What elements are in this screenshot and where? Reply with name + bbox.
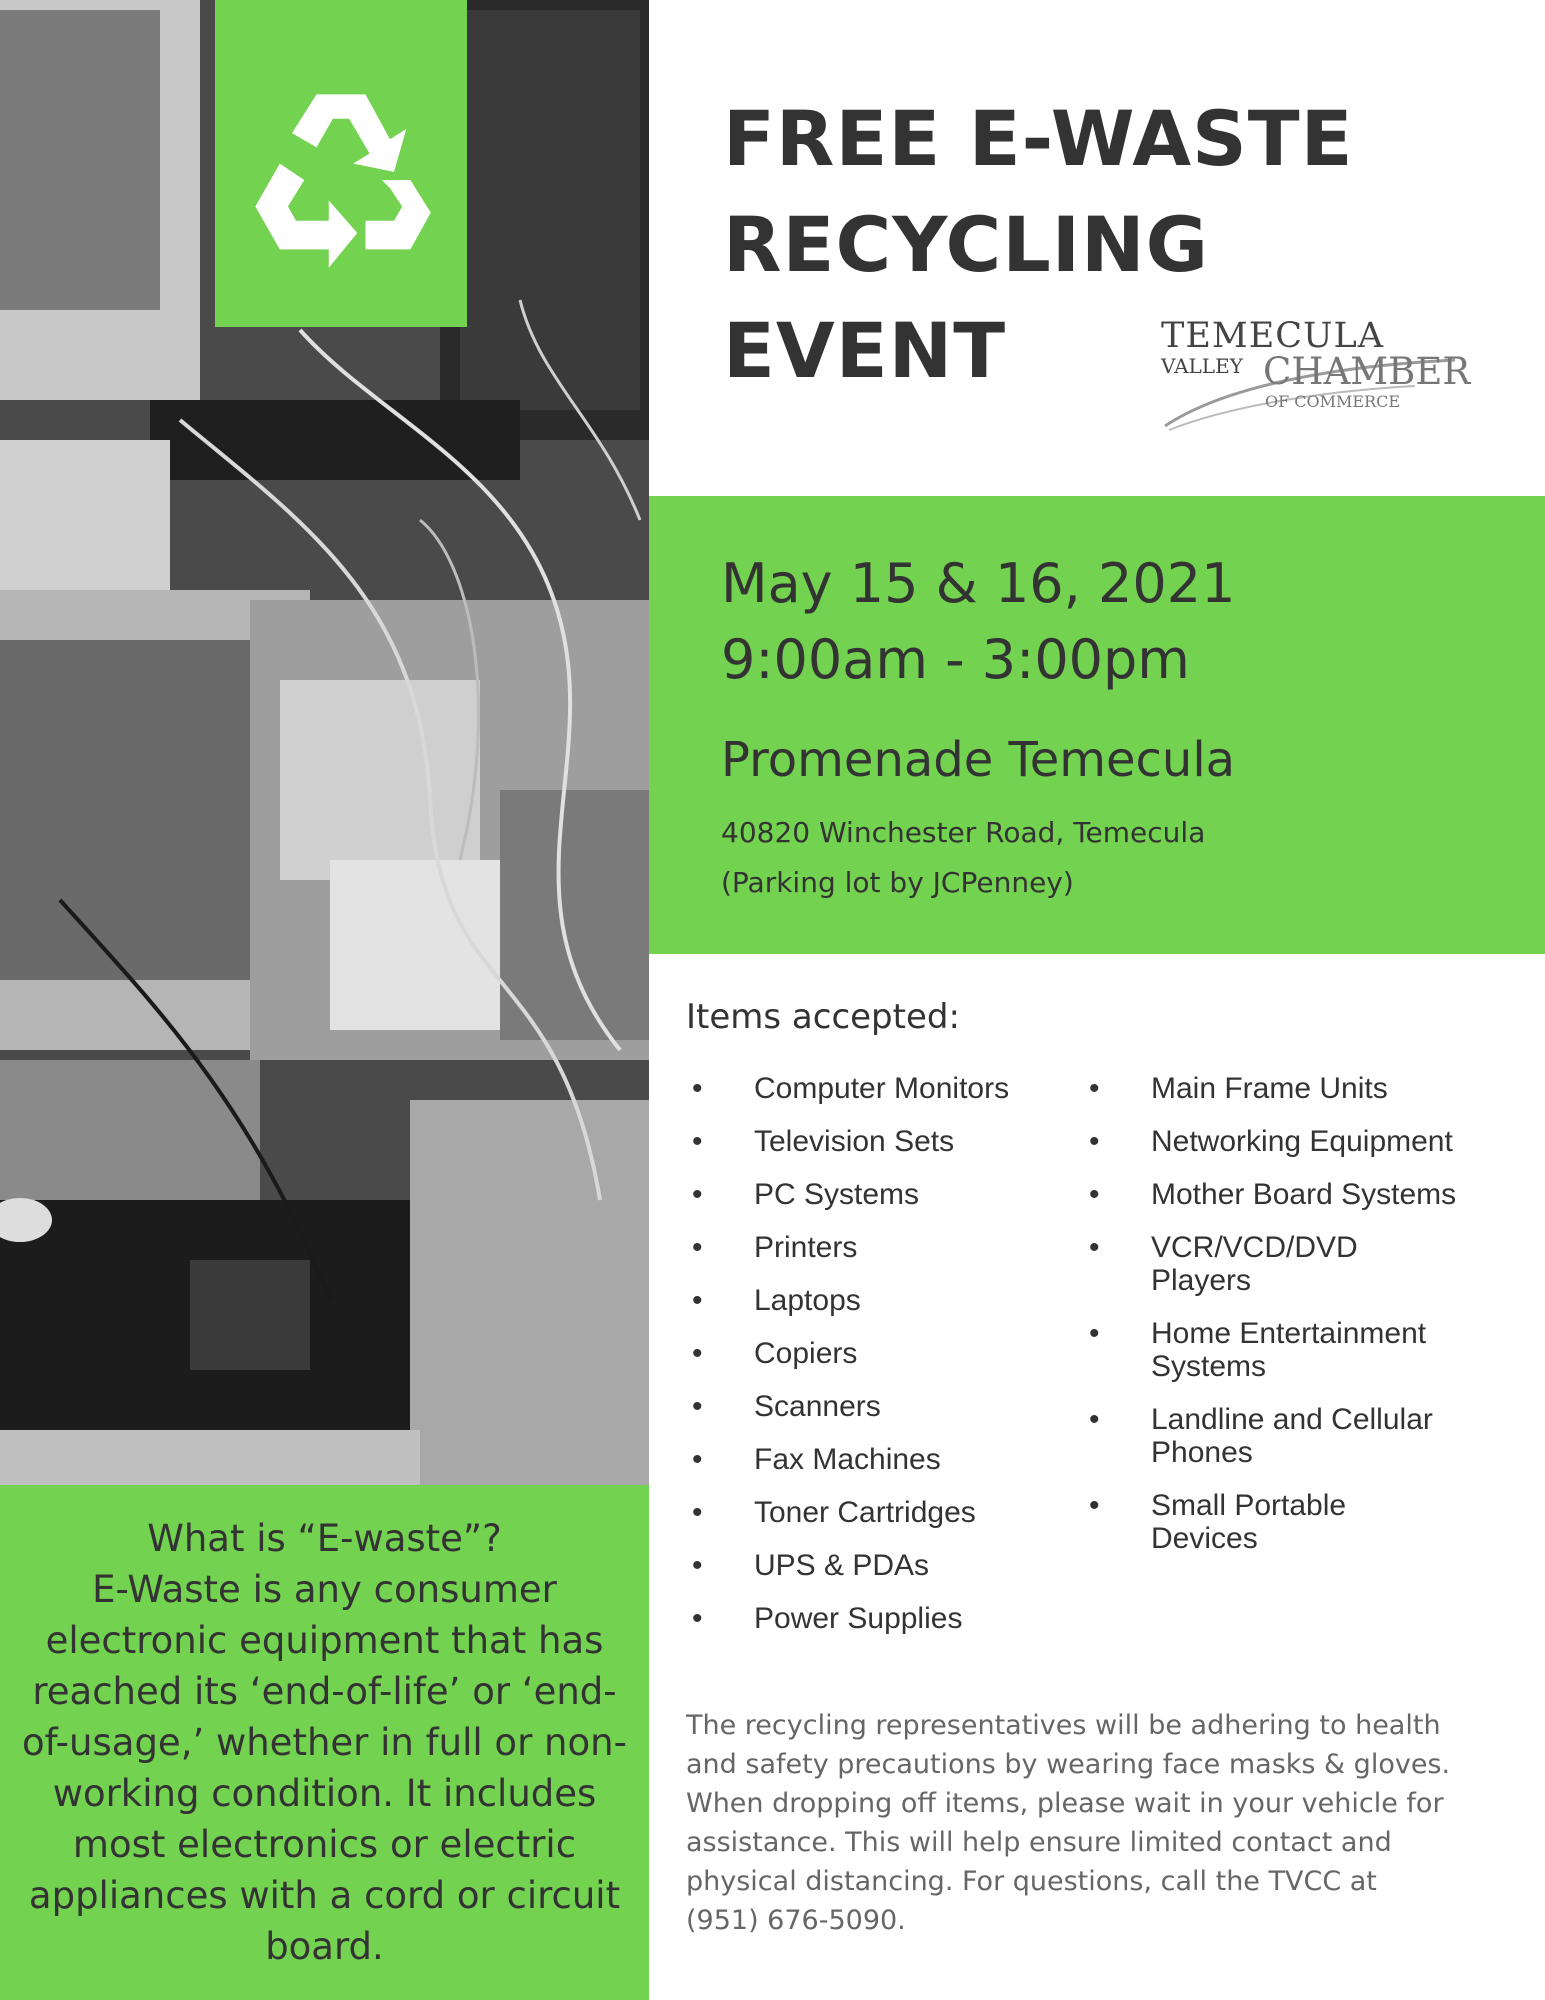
item-label: Laptops (754, 1284, 861, 1317)
item-label: Television Sets (754, 1125, 955, 1158)
bullet: • (1089, 1489, 1100, 1522)
event-info-box (649, 496, 1545, 954)
recycle-icon (239, 78, 443, 282)
item-label: PC Systems (754, 1178, 920, 1211)
ewaste-question: What is “E-waste”? (147, 1517, 502, 1560)
event-venue: Promenade Temecula (721, 732, 1236, 788)
bullet: • (1089, 1125, 1100, 1158)
list-item (692, 1602, 1072, 1635)
item-label: Copiers (754, 1337, 858, 1370)
logo-line-commerce: OF COMMERCE (1265, 392, 1401, 411)
logo-line-valley: VALLEY (1161, 354, 1243, 378)
event-address: 40820 Winchester Road, Temecula (721, 816, 1206, 849)
item-label: Scanners (754, 1390, 881, 1423)
item-label: Main Frame Units (1151, 1072, 1388, 1105)
event-address-block (721, 808, 1205, 908)
bullet: • (692, 1443, 703, 1476)
ewaste-body: E-Waste is any consumer electronic equipment that has reached its ‘end-of-life’ or ‘end-of-usage,’ whether in full or non-working condition. It includes most electronics or electric appliances with a cord or circuit board. (22, 1568, 627, 1968)
bullet: • (1089, 1317, 1100, 1350)
event-time: 9:00am - 3:00pm (721, 628, 1190, 691)
bullet: • (692, 1390, 703, 1423)
list-item (1089, 1125, 1509, 1158)
item-label: Home Entertainment Systems (1151, 1317, 1427, 1383)
list-item (692, 1390, 1072, 1423)
logo-line-temecula: TEMECULA (1161, 316, 1385, 356)
title-line: EVENT (723, 306, 1007, 395)
list-item (1089, 1231, 1431, 1297)
event-parking: (Parking lot by JCPenney) (721, 866, 1074, 899)
item-label: Landline and Cellular Phones (1151, 1403, 1433, 1469)
list-item (692, 1496, 1072, 1529)
list-item (692, 1125, 1072, 1158)
list-item (692, 1178, 1072, 1211)
bullet: • (1089, 1403, 1100, 1436)
list-item (1089, 1317, 1491, 1383)
bullet: • (692, 1072, 703, 1105)
item-label: Networking Equipment (1151, 1125, 1453, 1158)
items-list-1 (692, 1072, 1072, 1655)
item-label: VCR/VCD/DVD Players (1151, 1231, 1358, 1297)
list-item (1089, 1178, 1509, 1211)
item-label: Mother Board Systems (1151, 1178, 1457, 1211)
tvcc-logo (1155, 316, 1495, 416)
list-item (1089, 1072, 1509, 1105)
list-item (692, 1284, 1072, 1317)
ewaste-definition-box (0, 1485, 649, 2000)
item-label: Small Portable Devices (1151, 1489, 1347, 1555)
list-item (692, 1072, 1072, 1105)
item-label: Printers (754, 1231, 858, 1264)
list-item (692, 1443, 1072, 1476)
bullet: • (692, 1125, 703, 1158)
items-list-2 (1089, 1072, 1509, 1575)
list-item (1089, 1403, 1491, 1469)
items-heading: Items accepted: (686, 997, 960, 1037)
item-label: UPS & PDAs (754, 1549, 930, 1582)
recycle-tile (215, 0, 467, 327)
bullet: • (692, 1337, 703, 1370)
item-label: Computer Monitors (754, 1072, 1010, 1105)
title-line: FREE E-WASTE (723, 94, 1354, 183)
list-item (1089, 1489, 1451, 1555)
bullet: • (692, 1602, 703, 1635)
safety-note: The recycling representatives will be adhering to health and safety precautions by wearing face masks & gloves. When dropping off items, please wait in your vehicle for assistance. This will help ensure limited contact and physical distancing. For questions, call the TVCC at (951) 676-5090. (686, 1710, 1451, 1936)
event-date: May 15 & 16, 2021 (721, 552, 1236, 615)
bullet: • (1089, 1072, 1100, 1105)
title-line: RECYCLING (723, 200, 1210, 289)
bullet: • (692, 1496, 703, 1529)
bullet: • (692, 1178, 703, 1211)
bullet: • (692, 1284, 703, 1317)
list-item (692, 1337, 1072, 1370)
logo-line-chamber: CHAMBER (1263, 350, 1471, 393)
list-item (692, 1549, 1072, 1582)
bullet: • (692, 1549, 703, 1582)
item-label: Toner Cartridges (754, 1496, 976, 1529)
bullet: • (1089, 1178, 1100, 1211)
item-label: Power Supplies (754, 1602, 963, 1635)
list-item (692, 1231, 1072, 1264)
bullet: • (692, 1231, 703, 1264)
item-label: Fax Machines (754, 1443, 941, 1476)
event-datetime (721, 546, 1235, 698)
bullet: • (1089, 1231, 1100, 1264)
